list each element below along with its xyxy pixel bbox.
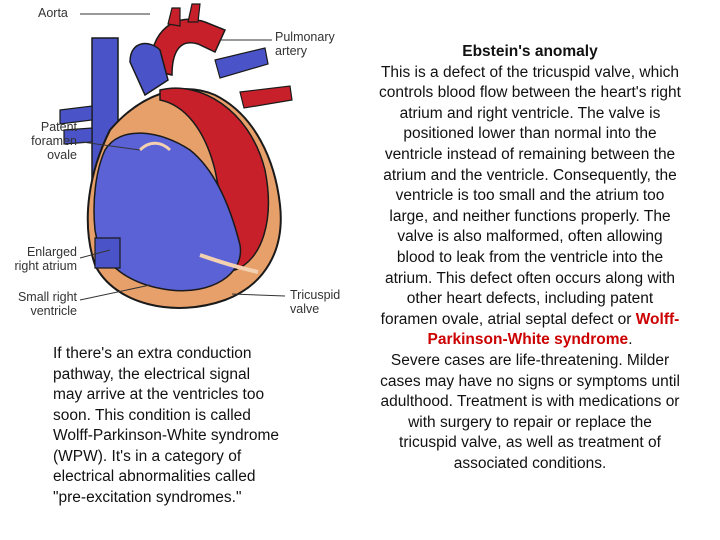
pulmonary-branch-right: [215, 48, 268, 78]
description-line: associated conditions.: [453, 454, 607, 472]
wpw-link-part2: Parkinson-White syndrome: [427, 331, 629, 349]
description-suffix: .: [628, 331, 633, 349]
description-line: other heart defects, including patent: [406, 290, 654, 308]
label-small-right-ventricle: [0, 290, 77, 318]
description-prefix: foramen ovale, atrial septal defect or: [380, 310, 636, 328]
description-line: large, and neither functions properly. The: [389, 207, 671, 225]
label-patent-foramen-ovale: [20, 120, 77, 162]
description-line: positioned lower than normal into the: [403, 125, 657, 143]
wpw-note-line: electrical abnormalities called: [53, 468, 256, 485]
description-line-wpw-start: [350, 310, 710, 331]
label-atrium-line-1: Enlarged: [26, 245, 77, 259]
label-foramen-line-1: Patent: [40, 120, 77, 134]
description-title: Ebstein's anomaly: [462, 43, 598, 60]
label-tricuspid-valve: [290, 288, 340, 316]
label-foramen-line-3: ovale: [47, 148, 77, 162]
wpw-note-line: If there's an extra conduction: [53, 345, 252, 362]
description-line: Severe cases are life-threatening. Milder: [390, 351, 670, 369]
label-tricuspid-line-2: valve: [290, 302, 320, 316]
pulmonary-vein-right: [240, 86, 292, 108]
label-aorta-line-1: Aorta: [38, 6, 68, 20]
wpw-note-line: soon. This condition is called: [53, 406, 251, 424]
description-line: ventricle instead of remaining between the: [384, 145, 676, 163]
label-pulmonary-artery: [275, 30, 335, 58]
description-line: adulthood. Treatment is with medications or: [380, 393, 680, 411]
wpw-note-line: "pre-excitation syndromes.": [53, 488, 242, 506]
label-atrium-line-2: right atrium: [14, 259, 77, 273]
wpw-note-line: may arrive at the ventricles too: [53, 386, 265, 403]
label-ventricle-line-2: ventricle: [30, 304, 77, 318]
description-line: blood to leak from the ventricle into the: [396, 248, 664, 266]
leader-tricuspid: [232, 294, 285, 296]
ebstein-description: [350, 42, 710, 474]
label-enlarged-right-atrium: [0, 245, 77, 273]
description-line: with surgery to repair or replace the: [408, 413, 652, 431]
description-line: cases may have no signs or symptoms until: [380, 372, 680, 390]
description-line: tricuspid valve, as well as treatment of: [399, 434, 661, 452]
description-line: valve is also malformed, often allowing: [397, 228, 663, 246]
wpw-note-line: Wolff-Parkinson-White syndrome: [53, 427, 279, 444]
description-line: atrium and the ventricle. Consequently, the: [383, 166, 677, 184]
description-line: ventricle is too small and the atrium too: [395, 187, 665, 205]
wpw-link-part1: Wolff-: [635, 310, 680, 328]
label-tricuspid-line-1: Tricuspid: [290, 288, 341, 302]
description-line-wpw-end: [350, 330, 710, 351]
label-pulmonary-line-1: Pulmonary: [275, 30, 335, 44]
description-line: atrium and right ventricle. The valve is: [399, 104, 661, 122]
label-ventricle-line-1: Small right: [17, 290, 77, 304]
label-aorta: [38, 6, 68, 20]
wpw-note-line: (WPW). It's in a category of: [53, 447, 242, 465]
description-line: controls blood flow between the heart's right: [379, 84, 681, 102]
wpw-note-line: pathway, the electrical signal: [53, 365, 251, 383]
label-pulmonary-line-2: artery: [275, 44, 307, 58]
description-line: atrium. This defect often occurs along with: [384, 269, 676, 287]
wpw-note: [53, 344, 328, 508]
label-foramen-line-2: foramen: [31, 134, 77, 148]
description-line: This is a defect of the tricuspid valve, which: [380, 63, 680, 81]
